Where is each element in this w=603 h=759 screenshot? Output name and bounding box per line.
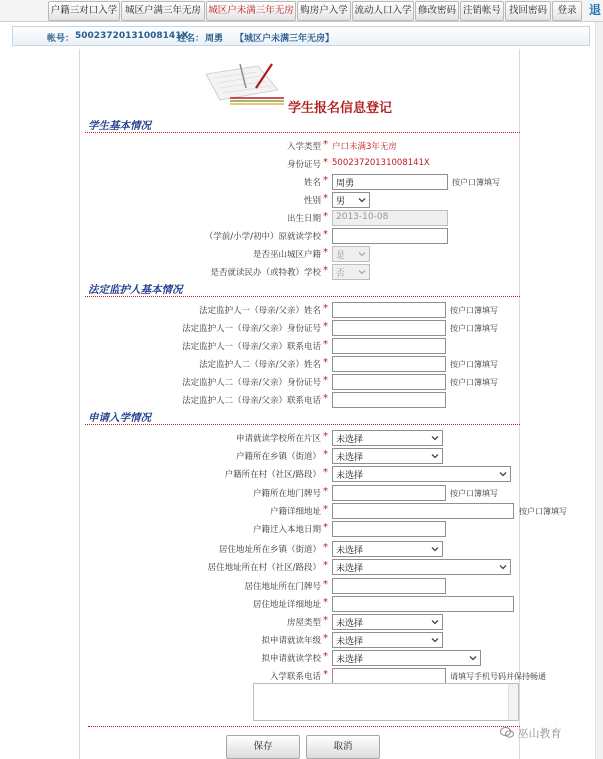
hukou-doorno-hint: 按户口簿填写 [450,489,498,498]
tab-change-password[interactable]: 修改密码 [415,1,459,21]
residence-town-value: 未选择 [336,546,364,556]
school-area-select[interactable] [332,430,443,446]
residence-village-value: 未选择 [336,564,364,574]
section-guardian [88,282,520,296]
gender-select[interactable] [332,192,370,208]
required-marker: * [323,157,328,168]
residence-address-label: 居住地址详细地址 [252,600,321,610]
required-marker: * [323,193,328,204]
row-hukou-address [79,503,567,520]
chevron-down-icon [430,635,440,645]
page-title: 学生报名信息登记 [288,101,393,116]
required-marker: * [323,560,328,571]
required-marker: * [323,615,328,626]
g2-phone-input[interactable] [332,392,446,408]
page-scrollbar[interactable] [595,22,603,759]
hukou-date-input[interactable] [332,521,446,537]
g2-id-label: 法定监护人二（母亲/父亲）身份证号 [182,378,321,388]
row-hukou-village [79,466,520,483]
hukou-address-hint: 按户口簿填写 [519,507,567,516]
account-category: 【城区户未满三年无房】 [235,34,335,44]
row-school [79,650,520,667]
required-marker: * [323,393,328,404]
hukou-town-label: 户籍所在乡镇（街道） [235,452,321,462]
account-label: 帐号： [47,34,75,44]
required-marker: * [323,357,328,368]
required-marker: * [323,669,328,680]
row-birthdate [79,210,520,227]
pen-paper-illustration [200,60,286,110]
required-marker: * [323,211,328,222]
required-marker: * [323,651,328,662]
section-divider [85,132,520,133]
hukou-date-label: 户籍迁入本地日期 [252,525,321,535]
g1-id-input[interactable] [332,320,446,336]
account-name-value: 周勇 [205,34,224,44]
section-student-title: 学生基本情况 [88,120,151,132]
grade-select[interactable] [332,632,443,648]
required-marker: * [323,633,328,644]
hukou-address-label: 户籍详细地址 [269,507,321,517]
required-marker: * [323,175,328,186]
g2-name-input[interactable] [332,356,446,372]
remarks-textarea[interactable] [253,683,519,721]
row-gender [79,192,520,209]
row-g2-id [79,374,520,391]
hukou-doorno-input[interactable] [332,485,446,501]
row-grade [79,632,520,649]
birthdate-input: 2013-10-08 [332,210,448,226]
form-bottom-divider [88,726,520,727]
school-area-label: 申请就读学校所在片区 [235,434,321,444]
contact-phone-input[interactable] [332,668,446,684]
row-residence-town [79,541,520,558]
row-hukou-date [79,521,520,538]
row-hukou-doorno [79,485,520,502]
g1-phone-label: 法定监护人一（母亲/父亲）联系电话 [182,342,321,352]
g2-phone-label: 法定监护人二（母亲/父亲）联系电话 [182,396,321,406]
required-marker: * [323,375,328,386]
g1-phone-input[interactable] [332,338,446,354]
tab-house-purchase[interactable]: 购房户入学 [297,1,351,21]
house-type-select[interactable] [332,614,443,630]
chevron-down-icon [430,433,440,443]
birthdate-label: 出生日期 [286,214,321,224]
required-marker: * [323,139,328,150]
hukou-address-input[interactable] [332,503,514,519]
watermark [500,725,562,741]
student-name-input[interactable]: 周勇 [332,174,448,190]
account-info-bar [12,26,590,46]
tab-recover-password[interactable]: 找回密码 [505,1,551,21]
cancel-button[interactable]: 取消 [306,735,380,759]
row-id-number [79,156,520,173]
house-type-label: 房屋类型 [286,618,321,628]
g1-name-hint: 按户口簿填写 [450,306,498,315]
account-value: 500237201310081​41X [75,31,189,41]
row-hukou-town [79,448,520,465]
chevron-down-icon [430,617,440,627]
hukou-town-select[interactable] [332,448,443,464]
required-marker: * [323,247,328,258]
required-marker: * [323,522,328,533]
gender-value: 男 [336,197,346,207]
house-type-value: 未选择 [336,619,364,629]
tab-floating-population[interactable]: 流动人口入学 [352,1,414,21]
row-g2-name [79,356,520,373]
residence-town-label: 居住地址所在乡镇（街道） [218,545,321,555]
row-residence-doorno [79,578,520,595]
account-name-label: 姓名： [177,34,205,44]
required-marker: * [323,229,328,240]
section-guardian-title: 法定监护人基本情况 [88,284,183,296]
row-school-area [79,430,520,447]
top-tab-bar [0,0,603,22]
residence-address-input[interactable] [332,596,514,612]
chevron-down-icon [498,469,508,479]
school-select[interactable] [332,650,481,666]
g2-id-input[interactable] [332,374,446,390]
tab-login[interactable]: 登录 [552,1,582,21]
tab-urban-full-three-years[interactable]: 城区户满三年无房 [121,1,205,21]
name-hint: 按户口簿填写 [452,178,500,187]
row-previous-school [79,228,520,245]
student-name-label: 姓名 [303,178,321,188]
residence-village-label: 居住地址所在村（社区/路段） [207,563,321,573]
g1-id-hint: 按户口簿填写 [450,324,498,333]
g1-name-label: 法定监护人一（母亲/父亲）姓名 [199,306,321,316]
required-marker: * [323,339,328,350]
required-marker: * [323,431,328,442]
tab-urban-under-three-years[interactable]: 城区户未满三年无房 [206,1,296,21]
row-g1-name [79,302,520,319]
private-school-value: 否 [336,269,346,279]
tab-cancel-account[interactable]: 注销帐号 [460,1,504,21]
chevron-down-icon [430,451,440,461]
g2-id-hint: 按户口簿填写 [450,378,498,387]
hukou-village-value: 未选择 [336,471,364,481]
required-marker: * [323,542,328,553]
school-value: 未选择 [336,655,364,665]
required-marker: * [323,579,328,590]
required-marker: * [323,486,328,497]
g2-name-hint: 按户口簿填写 [450,360,498,369]
local-hukou-value: 是 [336,251,346,261]
textarea-scrollbar[interactable] [508,684,518,720]
required-marker: * [323,504,328,515]
section-divider [85,296,520,297]
school-area-value: 未选择 [336,435,364,445]
previous-school-input[interactable] [332,228,448,244]
required-marker: * [323,597,328,608]
contact-phone-hint: 请填写手机号码并保持畅通 [450,672,546,681]
row-house-type [79,614,520,631]
chevron-down-icon [468,653,478,663]
grade-label: 拟申请就读年级 [261,636,321,646]
watermark-text: 巫山教育 [517,727,562,740]
tab-overflow-logout[interactable]: 退 [589,3,602,17]
residence-doorno-input[interactable] [332,578,446,594]
gender-label: 性别 [303,196,321,206]
section-apply [88,410,520,424]
required-marker: * [323,449,328,460]
wechat-icon [500,727,514,738]
chevron-down-icon [430,544,440,554]
section-student [88,118,520,132]
residence-town-select[interactable] [332,541,443,557]
chevron-down-icon [357,195,367,205]
contact-phone-label: 入学联系电话 [269,672,321,682]
previous-school-label: （学前/小学/初中）原就读学校 [204,232,321,242]
row-local-hukou [79,246,520,263]
enroll-type-label: 入学类型 [286,142,321,152]
hukou-village-select[interactable] [332,466,511,482]
g2-name-label: 法定监护人二（母亲/父亲）姓名 [199,360,321,370]
row-student-name [79,174,520,191]
chevron-down-icon [498,562,508,572]
residence-village-select[interactable] [332,559,511,575]
hukou-village-label: 户籍所在村（社区/路段） [224,470,321,480]
row-g1-id [79,320,520,337]
school-label: 拟申请就读学校 [261,654,321,664]
row-g2-phone [79,392,520,409]
id-number-value: 500237201310081​41X [332,158,430,168]
tab-hukou-three-match[interactable]: 户籍三对口入学 [48,1,120,21]
row-private-school [79,264,520,281]
hukou-doorno-label: 户籍所在地门牌号 [252,489,321,499]
g1-name-input[interactable] [332,302,446,318]
required-marker: * [323,321,328,332]
local-hukou-select [332,246,370,262]
row-enroll-type [79,138,520,155]
enroll-type-value: 户口未满3年无房 [332,142,397,152]
section-divider [85,424,520,425]
row-g1-phone [79,338,520,355]
residence-doorno-label: 居住地址所在门牌号 [244,582,321,592]
section-apply-title: 申请入学情况 [88,412,151,424]
local-hukou-label: 是否巫山城区户籍 [252,250,321,260]
row-residence-address [79,596,520,613]
grade-value: 未选择 [336,637,364,647]
required-marker: * [323,467,328,478]
chevron-down-icon [357,267,367,277]
required-marker: * [323,303,328,314]
private-school-label: 是否就读民办（或特教）学校 [210,268,321,278]
row-residence-village [79,559,520,576]
required-marker: * [323,265,328,276]
chevron-down-icon [357,249,367,259]
id-number-label: 身份证号 [286,160,321,170]
hukou-town-value: 未选择 [336,453,364,463]
g1-id-label: 法定监护人一（母亲/父亲）身份证号 [182,324,321,334]
private-school-select [332,264,370,280]
save-button[interactable]: 保存 [226,735,300,759]
